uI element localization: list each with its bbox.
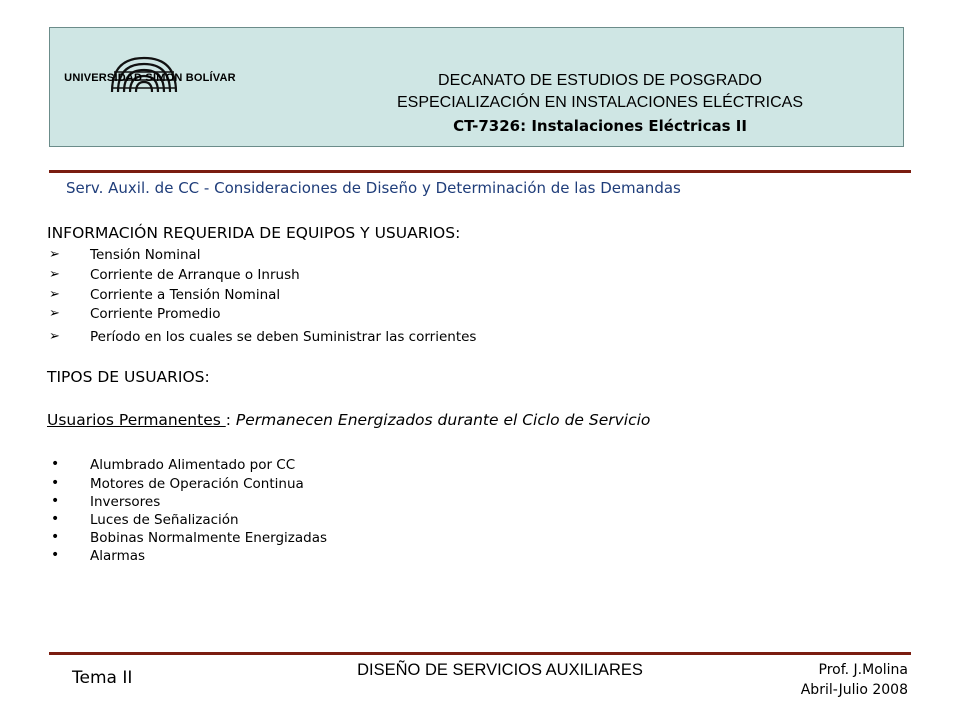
arrow-bullet-icon: ➢ — [49, 306, 60, 321]
arrow-bullet-icon: ➢ — [49, 267, 60, 282]
specialization-title: ESPECIALIZACIÓN EN INSTALACIONES ELÉCTRICAS — [396, 94, 804, 111]
bottom-divider — [49, 652, 911, 655]
academic-term: Abril-Julio 2008 — [800, 682, 908, 698]
top-divider — [49, 170, 911, 173]
list-item: ➢ Período en los cuales se deben Suministrar las corrientes — [49, 329, 477, 345]
topic-label: Tema II — [72, 668, 133, 688]
course-subject: DISEÑO DE SERVICIOS AUXILIARES — [357, 661, 643, 679]
list-item: ➢ Corriente Promedio — [49, 306, 221, 322]
bullet-icon: • — [51, 511, 60, 527]
author-info — [801, 660, 908, 700]
list-item: • Inversores — [51, 493, 161, 510]
logo-text: UNIVERSIDAD SIMÓN BOLÍVAR — [64, 72, 236, 84]
dean-office-title: DECANATO DE ESTUDIOS DE POSGRADO — [438, 72, 762, 89]
bullet-icon: • — [51, 475, 60, 491]
definition-term: Usuarios Permanentes — [47, 411, 226, 429]
slide-subtitle: Serv. Auxil. de CC - Consideraciones de Diseño y Determinación de las Demandas — [66, 179, 681, 197]
section2-heading: TIPOS DE USUARIOS: — [47, 368, 210, 386]
bullet-icon: • — [51, 547, 60, 563]
header-banner — [49, 27, 904, 147]
list-item: • Bobinas Normalmente Energizadas — [51, 529, 328, 546]
bullet-icon: • — [51, 529, 60, 545]
list-item: ➢ Corriente de Arranque o Inrush — [49, 267, 300, 283]
list-item: • Alumbrado Alimentado por CC — [51, 456, 296, 473]
course-title: CT-7326: Instalaciones Eléctricas II — [453, 117, 747, 135]
university-logo-icon — [64, 50, 254, 120]
list-item: • Motores de Operación Continua — [51, 475, 304, 492]
list-item: ➢ Corriente a Tensión Nominal — [49, 287, 281, 303]
arrow-bullet-icon: ➢ — [49, 247, 60, 262]
list-item: ➢ Tensión Nominal — [49, 247, 201, 263]
professor-name: Prof. J.Molina — [818, 662, 908, 678]
permanent-users-definition: Usuarios Permanentes : Permanecen Energizados durante el Ciclo de Servicio — [47, 411, 651, 429]
permanent-users-list — [47, 457, 327, 566]
definition-text: Permanecen Energizados durante el Ciclo de Servicio — [235, 411, 651, 429]
list-item: • Luces de Señalización — [51, 511, 239, 528]
arrow-bullet-icon: ➢ — [49, 329, 60, 344]
bullet-icon: • — [51, 493, 60, 509]
required-info-list — [47, 247, 476, 349]
list-item: • Alarmas — [51, 547, 146, 564]
bullet-icon: • — [51, 456, 60, 472]
section1-heading: INFORMACIÓN REQUERIDA DE EQUIPOS Y USUARIOS: — [47, 224, 461, 242]
arrow-bullet-icon: ➢ — [49, 287, 60, 302]
